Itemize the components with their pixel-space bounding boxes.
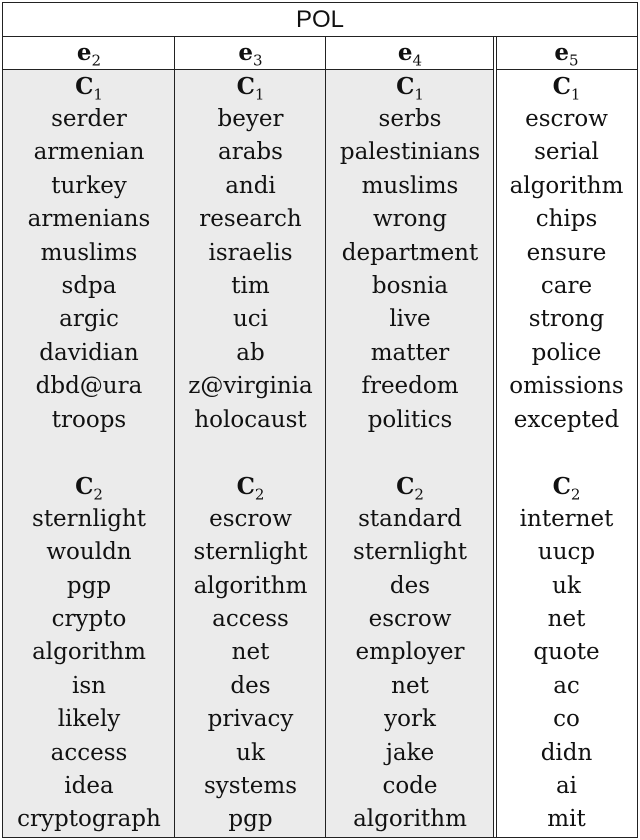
- topic-word: standard: [358, 505, 462, 532]
- topic-word: des: [389, 572, 431, 599]
- topic-word: ensure: [526, 239, 607, 266]
- topic-word: strong: [528, 306, 605, 333]
- topic-word: beyer: [217, 106, 284, 132]
- topic-word: uucp: [537, 539, 596, 566]
- topic-word: access: [50, 739, 128, 766]
- column-header-symbol: e: [238, 39, 254, 66]
- topic-word: department: [341, 239, 479, 266]
- topic-word: arabs: [218, 139, 283, 166]
- topic-word: escrow: [368, 606, 452, 633]
- table-frame: [2, 36, 638, 838]
- topic-word: serbs: [378, 106, 442, 132]
- topic-word: pgp: [228, 806, 273, 833]
- topic-word: argic: [59, 306, 119, 333]
- topic-word: escrow: [209, 505, 292, 532]
- topic-word: ab: [236, 339, 265, 366]
- topic-word: uk: [552, 572, 581, 599]
- topic-word: armenian: [33, 139, 145, 166]
- cluster-label-symbol: C: [552, 472, 571, 500]
- topic-word: uci: [232, 306, 269, 333]
- cluster-label-subscript: 1: [414, 85, 424, 104]
- topic-word: ac: [553, 672, 580, 699]
- topic-word: mit: [547, 806, 586, 833]
- topic-word: police: [531, 339, 602, 366]
- topic-word: net: [391, 672, 429, 699]
- cluster-label-subscript: 2: [414, 485, 424, 504]
- topic-word: omissions: [509, 373, 624, 400]
- topic-word: muslims: [361, 172, 459, 199]
- topic-word: cryptograph: [17, 806, 161, 833]
- column-header-symbol: e: [76, 39, 92, 66]
- topic-word: z@virginia: [188, 373, 313, 400]
- topic-word: chips: [535, 206, 598, 233]
- topic-word: idea: [64, 773, 114, 800]
- topic-word: research: [199, 206, 302, 233]
- table-title: POL: [2, 2, 638, 36]
- topic-word: algorithm: [193, 572, 308, 599]
- column-divider: [496, 36, 497, 838]
- topic-word: access: [212, 606, 289, 633]
- topic-word: serder: [51, 106, 127, 132]
- topic-word: wrong: [372, 206, 448, 233]
- topic-word: excepted: [513, 406, 620, 433]
- column-header-subscript: 2: [91, 51, 102, 70]
- topic-word: wouldn: [46, 539, 132, 566]
- topic-word: davidian: [39, 339, 139, 366]
- column-header-symbol: e: [554, 39, 570, 66]
- topic-word: palestinians: [339, 139, 481, 166]
- cluster-label-subscript: 2: [570, 485, 581, 504]
- cluster-label-subscript: 1: [93, 85, 103, 104]
- topic-word: politics: [367, 406, 453, 433]
- cluster-label-subscript: 2: [254, 485, 265, 504]
- topic-word: armenians: [27, 206, 151, 233]
- topic-word: algorithm: [353, 806, 467, 833]
- topic-word: holocaust: [194, 406, 307, 433]
- topic-word: isn: [72, 672, 106, 699]
- topic-word: quote: [533, 639, 600, 666]
- topic-word: internet: [519, 505, 614, 532]
- cluster-label-subscript: 1: [254, 85, 265, 104]
- column-header-symbol: e: [397, 39, 413, 66]
- topic-word: systems: [203, 773, 298, 800]
- topic-word: privacy: [207, 706, 294, 733]
- topic-word: uk: [236, 739, 265, 766]
- column-divider: [493, 36, 494, 838]
- topic-word: pgp: [66, 572, 112, 599]
- topic-word: york: [384, 706, 436, 733]
- cluster-label-symbol: C: [236, 472, 255, 500]
- column-divider: [174, 36, 175, 838]
- topic-word: sternlight: [193, 539, 308, 566]
- cluster-label-symbol: C: [236, 73, 255, 100]
- topic-word: matter: [370, 339, 450, 366]
- topic-word: bosnia: [371, 272, 449, 299]
- topic-word: serial: [534, 139, 599, 166]
- column-header-subscript: 4: [412, 51, 423, 70]
- cluster-label-symbol: C: [396, 73, 415, 100]
- topic-word: tim: [231, 272, 270, 299]
- topic-word: dbd@ura: [35, 373, 143, 400]
- cluster-label-symbol: C: [75, 73, 94, 100]
- cluster-label-subscript: 1: [570, 85, 581, 104]
- topic-word: crypto: [51, 606, 127, 633]
- topic-word: ai: [555, 773, 578, 800]
- topic-word: code: [382, 773, 438, 800]
- topic-word: co: [553, 706, 580, 733]
- topic-word: troops: [51, 406, 127, 433]
- topic-word: des: [230, 672, 271, 699]
- topic-word: jake: [385, 739, 435, 766]
- topic-word: algorithm: [32, 639, 146, 666]
- cluster-label-subscript: 2: [93, 485, 103, 504]
- cluster-label-symbol: C: [552, 73, 571, 100]
- cluster-label-symbol: C: [75, 472, 94, 500]
- topic-word: andi: [225, 172, 276, 199]
- column-divider: [325, 36, 326, 838]
- topic-word: sternlight: [32, 505, 146, 532]
- column-header-subscript: 5: [569, 51, 579, 70]
- cluster-label-symbol: C: [396, 472, 415, 500]
- topic-word: escrow: [525, 106, 608, 132]
- topic-word: muslims: [40, 239, 138, 266]
- topic-word: freedom: [361, 373, 459, 400]
- topic-word: net: [231, 639, 270, 666]
- topic-word: employer: [355, 639, 465, 666]
- column-header-subscript: 3: [253, 51, 263, 70]
- topic-word: likely: [57, 706, 121, 733]
- topic-word: turkey: [51, 172, 127, 199]
- topic-word: israelis: [208, 239, 293, 266]
- topic-word: didn: [540, 739, 593, 766]
- topic-word: live: [389, 306, 431, 333]
- topic-word: sternlight: [353, 539, 467, 566]
- topic-word: sdpa: [61, 272, 117, 299]
- topic-word: care: [540, 272, 593, 299]
- topic-word: algorithm: [509, 172, 624, 199]
- topic-word: net: [547, 606, 586, 633]
